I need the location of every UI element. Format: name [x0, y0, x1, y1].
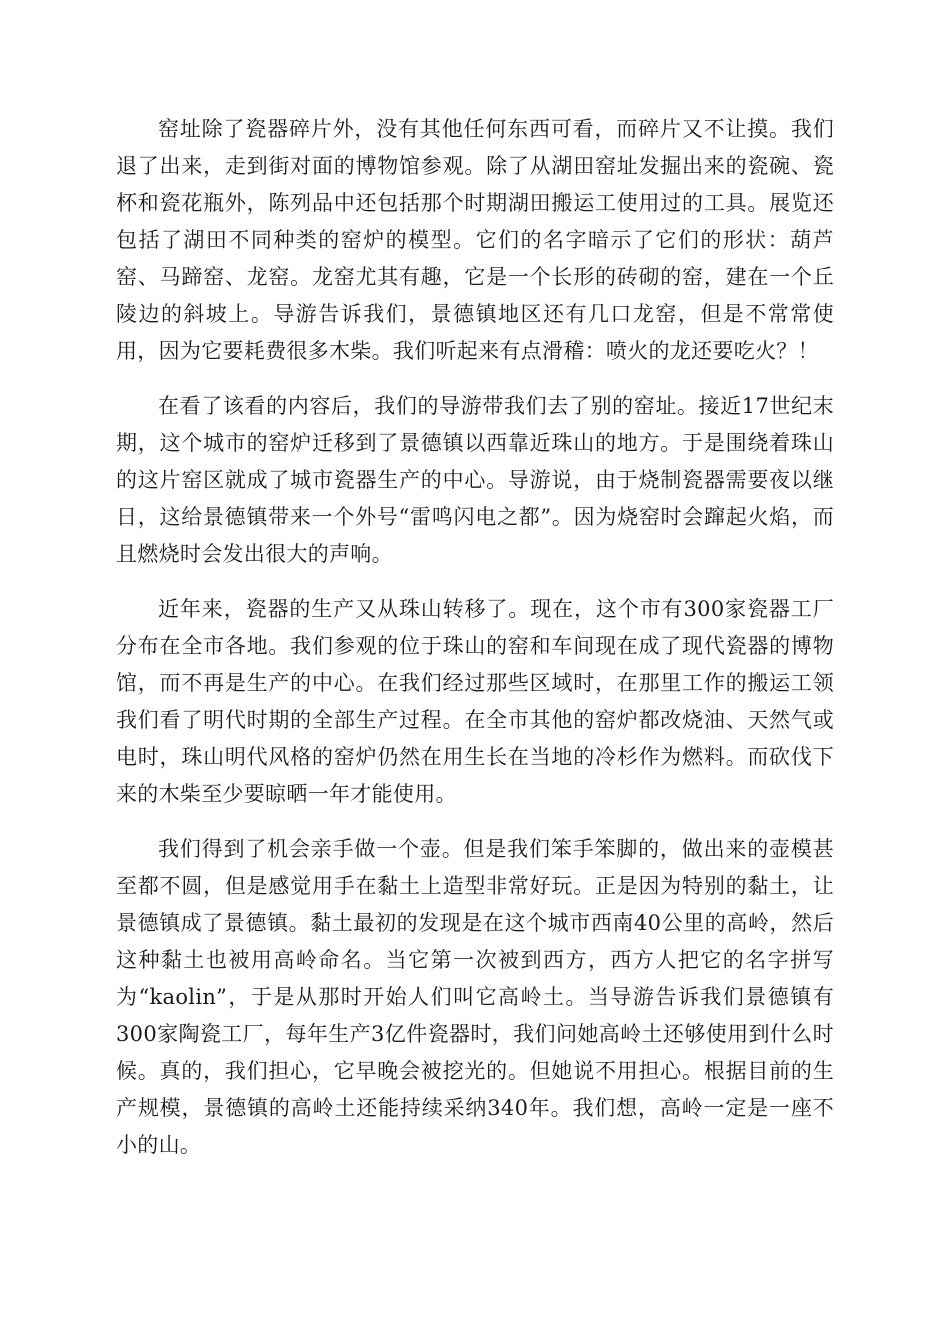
paragraph-kaolin-clay: 我们得到了机会亲手做一个壶。但是我们笨手笨脚的，做出来的壶模甚至都不圆，但是感觉用手在黏土上造型非常好玩。正是因为特别的黏土，让景德镇成了景德镇。黏土最初的发现是在这个城市西南40公里的高岭，然后这种黏土也被用高岭命名。当它第一次被到西方，西方人把它的名字拼写为“kaolin”，于是从那时开始人们叫它高岭土。当导游告诉我们景德镇有300家陶瓷工厂，每年生产3亿件瓷器时，我们问她高岭土还够使用到什么时候。真的，我们担心，它早晚会被挖光的。但她说不用担心。根据目前的生产规模，景德镇的高岭土还能持续采纳340年。我们想，高岭一定是一座不小的山。: [116, 837, 834, 1157]
paragraph-kiln-site-museum: 窑址除了瓷器碎片外，没有其他任何东西可看，而碎片又不让摸。我们退了出来，走到街对面的博物馆参观。除了从湖田窑址发掘出来的瓷碗、瓷杯和瓷花瓶外，陈列品中还包括那个时期湖田搬运工使用过的工具。展览还包括了湖田不同种类的窑炉的模型。它们的名字暗示了它们的形状：葫芦窑、马蹄窑、龙窑。龙窑尤其有趣，它是一个长形的砖砌的窑，建在一个丘陵边的斜坡上。导游告诉我们，景德镇地区还有几口龙窑，但是不常常使用，因为它要耗费很多木柴。我们听起来有点滑稽：喷火的龙还要吃火？！: [116, 117, 834, 363]
paragraph-modern-production: 近年来，瓷器的生产又从珠山转移了。现在，这个市有300家瓷器工厂分布在全市各地。我们参观的位于珠山的窑和车间现在成了现代瓷器的博物馆，而不再是生产的中心。在我们经过那些区域时，在那里工作的搬运工领我们看了明代时期的全部生产过程。在全市其他的窑炉都改烧油、天然气或电时，珠山明代风格的窑炉仍然在用生长在当地的冷杉作为燃料。而砍伐下来的木柴至少要晾晒一年才能使用。: [116, 597, 834, 806]
paragraph-zhushan-kilns: 在看了该看的内容后，我们的导游带我们去了别的窑址。接近17世纪末期，这个城市的窑炉迁移到了景德镇以西靠近珠山的地方。于是围绕着珠山的这片窑区就成了城市瓷器生产的中心。导游说，由于烧制瓷器需要夜以继日，这给景德镇带来一个外号“雷鸣闪电之都”。因为烧窑时会蹿起火焰，而且燃烧时会发出很大的声响。: [116, 394, 834, 566]
document-body: [116, 111, 834, 1182]
